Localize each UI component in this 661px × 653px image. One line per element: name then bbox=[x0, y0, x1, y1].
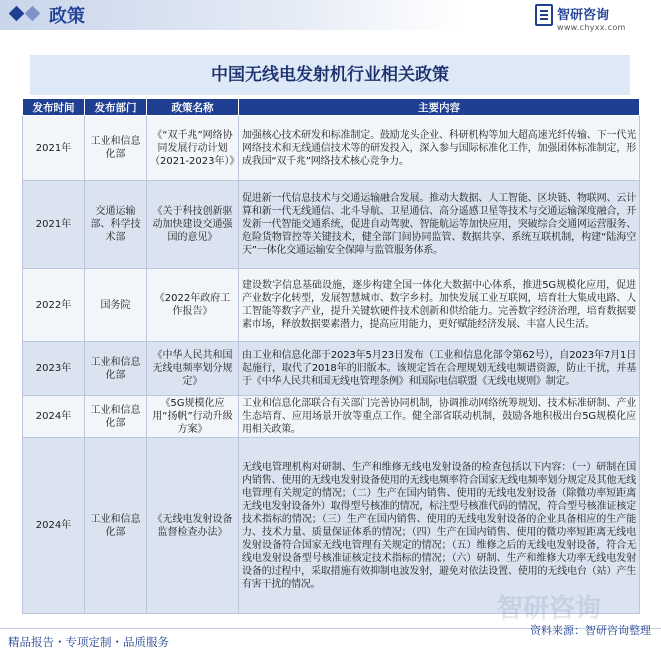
table-row bbox=[23, 116, 640, 181]
cell-year: 2022年 bbox=[23, 269, 85, 342]
cell-dept: 工业和信息化部 bbox=[85, 396, 147, 438]
cell-year: 2023年 bbox=[23, 342, 85, 396]
cell-dept: 工业和信息化部 bbox=[85, 342, 147, 396]
cell-content: 由工业和信息化部于2023年5月23日发布（工业和信息化部令第62号），自2023年7月1日起施行，取代了2018年的旧版本。该规定旨在合理规划无线电频谱资源，防止干扰，并基于《中华人民共和国无线电管理条例》和国际电信联盟《无线电规则》制定。 bbox=[239, 342, 640, 396]
cell-content: 促进新一代信息技术与交通运输融合发展。推动大数据、人工智能、区块链、物联网、云计算和新一代无线通信、北斗导航、卫星通信、高分遥感卫星等技术与交通运输深度融合，开发新一代智能交通系统，促进自动驾驶、智能航运等加快应用，突破综合交通网运营服务、危险货物管控等关键技术，健全部门间协同监管、数据共享、系统互联机制，构建“陆海空天”一体化交通运输安全保障与监管服务体系。 bbox=[239, 181, 640, 269]
table-row bbox=[23, 269, 640, 342]
footer-slogan: 精品报告・专项定制・品质服务 bbox=[8, 635, 169, 649]
cell-year: 2021年 bbox=[23, 116, 85, 181]
table-row bbox=[23, 396, 640, 438]
table-header-row bbox=[23, 99, 640, 116]
brand-url: www.chyxx.com bbox=[557, 23, 626, 32]
cell-year: 2024年 bbox=[23, 396, 85, 438]
section-header bbox=[0, 0, 661, 30]
watermark: 智研咨询 bbox=[496, 594, 601, 624]
cell-content: 建设数字信息基础设施，逐步构建全国一体化大数据中心体系，推进5G规模化应用，促进产业数字化转型，发展智慧城市、数字乡村。加快发展工业互联网，培育壮大集成电路、人工智能等数字产业，提升关键软硬件技术创新和供给能力。完善数字经济治理，培育数据要素市场，释放数据要素潜力，提高应用能力，更好赋能经济发展、丰富人民生活。 bbox=[239, 269, 640, 342]
cell-content: 无线电管理机构对研制、生产和维修无线电发射设备的检查包括以下内容：（一）研制在国内销售、使用的无线电发射设备使用的无线电频率符合国家无线电频率划分规定及其他无线电管理有关规定的情况；（二）生产在国内销售、使用的无线电发射设备（除微功率短距离无线电发射设备外）取得型号核准的情况，标注型号核准代码的情况，符合型号核准证核定技术指标的情况；（三）生产在国内销售、使用的无线电发射设备的企业具备相应的生产能力、技术力量、质量保证体系的情况；（四）生产在国内销售、使用的微功率短距离无线电发射设备符合国家无线电管理有关规定的情况；（五）维修之后的无线电发射设备，符合无线电发射设备型号核准证核定技术指标的情况；（六）研制、生产和维修大功率无线电发射设备的过程中，采取措施有效抑制电波发射，避免对依法设置、使用的无线电台（站）产生有害干扰的情况。 bbox=[239, 438, 640, 614]
cell-dept: 国务院 bbox=[85, 269, 147, 342]
policy-table bbox=[22, 98, 640, 614]
column-header-year: 发布时间 bbox=[23, 99, 85, 116]
cell-dept: 工业和信息化部 bbox=[85, 116, 147, 181]
cell-policy-name: 《中华人民共和国无线电频率划分规定》 bbox=[147, 342, 239, 396]
cell-policy-name: 《“双千兆”网络协同发展行动计划（2021-2023年）》 bbox=[147, 116, 239, 181]
cell-policy-name: 《无线电发射设备监督检查办法》 bbox=[147, 438, 239, 614]
column-header-name: 政策名称 bbox=[147, 99, 239, 116]
page-title: 中国无线电发射机行业相关政策 bbox=[211, 65, 449, 85]
brand-name: 智研咨询 bbox=[557, 8, 610, 23]
cell-content: 工业和信息化部联合有关部门完善协同机制，协调推动网络统筹规划、技术标准研制、产业生态培育、应用场景开放等重点工作。健全部省联动机制，鼓励各地积极出台5G规模化应用相关政策。 bbox=[239, 396, 640, 438]
cell-dept: 交通运输部、科学技术部 bbox=[85, 181, 147, 269]
footer-source: 资料来源：智研咨询整理 bbox=[530, 624, 651, 637]
column-header-content: 主要内容 bbox=[239, 99, 640, 116]
cell-policy-name: 《关于科技创新驱动加快建设交通强国的意见》 bbox=[147, 181, 239, 269]
cell-content: 加强核心技术研发和标准制定。鼓励龙头企业、科研机构等加大超高速光纤传输、下一代光网络技术和无线通信技术等的研发投入，深入参与国际标准化工作，加强团体标准制定，形成我国“双千兆”网络技术核心竞争力。 bbox=[239, 116, 640, 181]
brand bbox=[535, 4, 645, 38]
table-row bbox=[23, 181, 640, 269]
section-title: 政策 bbox=[49, 6, 85, 27]
cell-year: 2021年 bbox=[23, 181, 85, 269]
cell-dept: 工业和信息化部 bbox=[85, 438, 147, 614]
cell-year: 2024年 bbox=[23, 438, 85, 614]
title-box bbox=[30, 55, 630, 95]
report-logo-icon bbox=[535, 4, 553, 26]
cell-policy-name: 《2022年政府工作报告》 bbox=[147, 269, 239, 342]
table-row bbox=[23, 342, 640, 396]
cell-policy-name: 《5G规模化应用“扬帆”行动升级方案》 bbox=[147, 396, 239, 438]
column-header-dept: 发布部门 bbox=[85, 99, 147, 116]
